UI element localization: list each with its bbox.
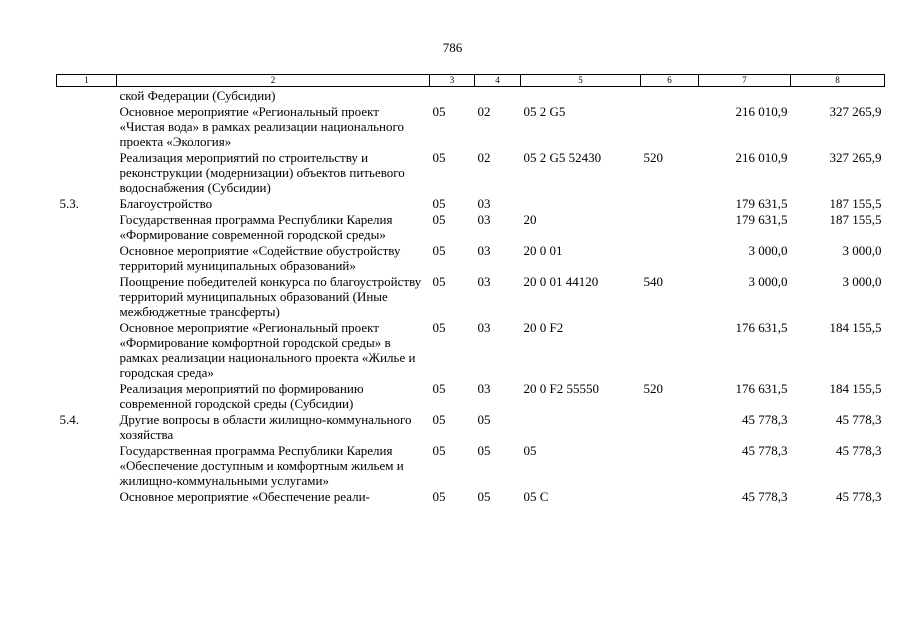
col-number-4: 4	[475, 75, 521, 87]
column-number-header	[57, 75, 885, 87]
row-description: Государственная программа Республики Карелия «Обеспечение доступным и комфортным жильем и жилищно-коммунальными услугами»	[119, 443, 404, 488]
target-article-code: 20 0 F2 55550	[523, 381, 599, 396]
section-number: 5.3.	[59, 196, 79, 211]
section-number	[57, 211, 117, 242]
table-row	[57, 273, 885, 319]
amount-year-1: 45 778,3	[742, 489, 788, 504]
col-number-6: 6	[641, 75, 699, 87]
row-description: Другие вопросы в области жилищно-коммунального хозяйства	[119, 412, 412, 442]
table-row	[57, 149, 885, 195]
target-article-code: 20	[523, 212, 537, 227]
expense-type-code	[641, 87, 699, 104]
subsection-code: 03	[477, 381, 491, 396]
expense-type-code	[641, 195, 699, 211]
section-number	[57, 442, 117, 488]
amount-year-1: 216 010,9	[735, 104, 788, 119]
section-code: 05	[432, 412, 446, 427]
section-number	[57, 242, 117, 273]
amount-year-1: 176 631,5	[735, 381, 788, 396]
amount-year-1: 179 631,5	[735, 196, 788, 211]
target-article-code: 05 2 G5 52430	[523, 150, 602, 165]
amount-year-2: 184 155,5	[829, 381, 882, 396]
expense-type-code	[641, 319, 699, 380]
subsection-code: 05	[477, 443, 491, 458]
subsection-code: 03	[477, 243, 491, 258]
section-code	[430, 87, 475, 104]
expense-type-code	[641, 103, 699, 149]
target-article-code: 05	[523, 443, 537, 458]
table-row	[57, 87, 885, 104]
row-description: Основное мероприятие «Обеспечение реали-	[119, 489, 370, 504]
amount-year-1: 45 778,3	[742, 412, 788, 427]
section-code: 05	[432, 150, 446, 165]
row-description: Государственная программа Республики Карелия «Формирование современной городской среды»	[119, 212, 393, 242]
col-number-3: 3	[430, 75, 475, 87]
expense-type-code: 520	[643, 150, 663, 165]
subsection-code: 03	[477, 196, 491, 211]
row-description: Поощрение победителей конкурса по благоустройству территорий муниципальных образований (Иные межбюджетные трансферты)	[119, 274, 422, 319]
subsection-code: 03	[477, 274, 491, 289]
subsection-code	[475, 87, 521, 104]
section-code: 05	[432, 274, 446, 289]
budget-table	[56, 74, 885, 504]
col-number-7: 7	[699, 75, 791, 87]
table-row	[57, 211, 885, 242]
target-article-code: 20 0 01	[523, 243, 563, 258]
table-row	[57, 242, 885, 273]
table-body	[57, 87, 885, 505]
section-number	[57, 103, 117, 149]
amount-year-1: 179 631,5	[735, 212, 788, 227]
section-number	[57, 87, 117, 104]
amount-year-2: 3 000,0	[842, 274, 882, 289]
subsection-code: 03	[477, 212, 491, 227]
section-code: 05	[432, 212, 446, 227]
target-article-code: 20 0 F2	[523, 320, 564, 335]
amount-year-2: 327 265,9	[829, 104, 882, 119]
amount-year-2: 45 778,3	[836, 489, 882, 504]
expense-type-code: 520	[643, 381, 663, 396]
col-number-5: 5	[521, 75, 641, 87]
section-number: 5.4.	[59, 412, 79, 427]
amount-year-2: 45 778,3	[836, 412, 882, 427]
table-row	[57, 380, 885, 411]
col-number-1: 1	[57, 75, 117, 87]
table-row	[57, 103, 885, 149]
subsection-code: 05	[477, 412, 491, 427]
amount-year-1: 3 000,0	[748, 274, 788, 289]
table-row	[57, 442, 885, 488]
section-code: 05	[432, 443, 446, 458]
expense-type-code	[641, 211, 699, 242]
amount-year-1: 216 010,9	[735, 150, 788, 165]
amount-year-2: 187 155,5	[829, 212, 882, 227]
amount-year-2: 187 155,5	[829, 196, 882, 211]
subsection-code: 05	[477, 489, 491, 504]
subsection-code: 03	[477, 320, 491, 335]
amount-year-1: 3 000,0	[748, 243, 788, 258]
expense-type-code	[641, 442, 699, 488]
expense-type-code: 540	[643, 274, 663, 289]
expense-type-code	[641, 411, 699, 442]
amount-year-2: 184 155,5	[829, 320, 882, 335]
table-row	[57, 411, 885, 442]
section-number	[57, 319, 117, 380]
row-description: ской Федерации (Субсидии)	[119, 88, 276, 103]
row-description: Основное мероприятие «Региональный проект «Чистая вода» в рамках реализации национального проекта «Экология»	[119, 104, 404, 149]
col-number-8: 8	[791, 75, 885, 87]
amount-year-2: 45 778,3	[836, 443, 882, 458]
section-code: 05	[432, 104, 446, 119]
amount-year-2: 327 265,9	[829, 150, 882, 165]
section-number	[57, 488, 117, 504]
section-code: 05	[432, 381, 446, 396]
section-code: 05	[432, 489, 446, 504]
target-article-code	[521, 87, 641, 104]
target-article-code	[521, 411, 641, 442]
row-description: Реализация мероприятий по строительству и реконструкции (модернизации) объектов питьевого водоснабжения (Субсидии)	[119, 150, 405, 195]
section-number	[57, 273, 117, 319]
target-article-code: 05 С	[523, 489, 549, 504]
target-article-code: 20 0 01 44120	[523, 274, 599, 289]
section-code: 05	[432, 320, 446, 335]
section-number	[57, 149, 117, 195]
section-number	[57, 380, 117, 411]
target-article-code	[521, 195, 641, 211]
table-row	[57, 488, 885, 504]
subsection-code: 02	[477, 150, 491, 165]
row-description: Реализация мероприятий по формированию современной городской среды (Субсидии)	[119, 381, 364, 411]
expense-type-code	[641, 242, 699, 273]
expense-type-code	[641, 488, 699, 504]
amount-year-1: 45 778,3	[742, 443, 788, 458]
row-description: Благоустройство	[119, 196, 213, 211]
amount-year-2: 3 000,0	[842, 243, 882, 258]
subsection-code: 02	[477, 104, 491, 119]
section-code: 05	[432, 196, 446, 211]
table-row	[57, 195, 885, 211]
amount-year-1: 176 631,5	[735, 320, 788, 335]
section-code: 05	[432, 243, 446, 258]
col-number-2: 2	[117, 75, 430, 87]
table-row	[57, 319, 885, 380]
target-article-code: 05 2 G5	[523, 104, 566, 119]
amount-year-2	[791, 87, 885, 104]
page-number: 786	[442, 40, 463, 55]
row-description: Основное мероприятие «Содействие обустройству территорий муниципальных образований»	[119, 243, 401, 273]
row-description: Основное мероприятие «Региональный проект «Формирование комфортной городской среды» в рамках реализации национального проекта «Жилье и городская среда»	[119, 320, 416, 380]
amount-year-1	[699, 87, 791, 104]
